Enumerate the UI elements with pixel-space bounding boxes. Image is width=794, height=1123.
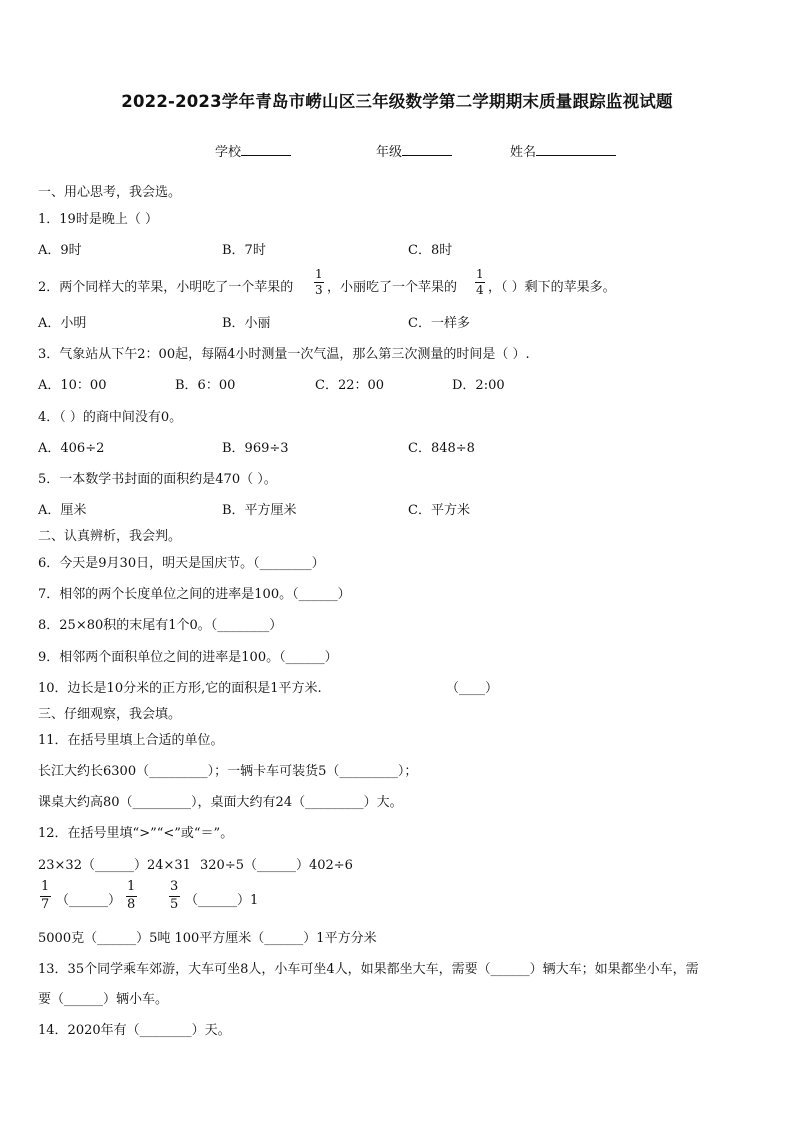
q11-line-1: 长江大约长6300（_________）；一辆卡车可装货5（_________）； <box>38 764 418 779</box>
q12-fraction-2-denominator: 8 <box>127 897 136 912</box>
question-2-part-2: ，小丽吃了一个苹果的 <box>327 280 458 295</box>
name-label: 姓名 <box>510 145 537 160</box>
q5-option-a[interactable]: A．厘米 <box>38 503 87 518</box>
q2-fraction-1 <box>313 268 325 296</box>
q2-fraction-2-numerator: 1 <box>476 267 484 281</box>
q12-compare-4: （______）1 <box>185 893 259 908</box>
q12-compare-1: 23×32（______）24×31 <box>38 858 191 873</box>
q12-fraction-1-denominator: 7 <box>41 897 50 912</box>
question-13-line-2: 要（______）辆小车。 <box>38 992 169 1007</box>
q2-fraction-1-numerator: 1 <box>315 267 323 281</box>
q12-fraction-1 <box>39 880 51 912</box>
q3-option-b[interactable]: B．6：00 <box>175 378 236 393</box>
question-5: 5．一本数学书封面的面积约是470（ ）。 <box>38 472 277 487</box>
q4-option-c[interactable]: C．848÷8 <box>408 441 475 456</box>
question-2-part-1: 2．两个同样大的苹果，小明吃了一个苹果的 <box>38 280 294 295</box>
question-7: 7．相邻的两个长度单位之间的进率是100。（______） <box>38 587 351 602</box>
q10-answer-blank[interactable]: （____） <box>446 681 499 696</box>
page-title: 2022-2023学年青岛市崂山区三年级数学第二学期期末质量跟踪监视试题 <box>121 92 673 111</box>
q12-line-3: 5000克（______）5吨 100平方厘米（______）1平方分米 <box>38 931 377 946</box>
q2-fraction-1-denominator: 3 <box>315 283 323 297</box>
school-blank[interactable] <box>241 142 291 156</box>
q4-option-a[interactable]: A．406÷2 <box>38 441 105 456</box>
q11-line-2: 课桌大约高80（_________），桌面大约有24（_________）大。 <box>38 795 403 810</box>
question-11: 11．在括号里填上合适的单位。 <box>38 733 224 748</box>
q12-fraction-2-numerator: 1 <box>127 879 136 894</box>
q4-option-b[interactable]: B．969÷3 <box>222 441 289 456</box>
school-field <box>215 141 291 160</box>
grade-label: 年级 <box>376 145 403 160</box>
q12-fraction-1-numerator: 1 <box>41 879 50 894</box>
q1-option-c[interactable]: C．8时 <box>408 243 453 258</box>
q12-compare-3-blank[interactable]: （______） <box>56 893 122 908</box>
question-12: 12．在括号里填“>”“<”或“＝”。 <box>38 826 234 841</box>
name-blank[interactable] <box>536 142 616 156</box>
question-14: 14．2020年有（________）天。 <box>38 1023 231 1038</box>
q1-option-a[interactable]: A．9时 <box>38 243 82 258</box>
q2-option-b[interactable]: B．小丽 <box>222 316 271 331</box>
q12-compare-2: 320÷5（______）402÷6 <box>200 858 353 873</box>
q12-fraction-3-numerator: 3 <box>170 879 179 894</box>
school-label: 学校 <box>215 145 242 160</box>
question-1: 1．19时是晚上（ ） <box>38 212 158 227</box>
q12-fraction-3-denominator: 5 <box>170 897 179 912</box>
q12-fraction-3 <box>168 880 180 912</box>
question-6: 6．今天是9月30日，明天是国庆节。（________） <box>38 556 325 571</box>
section-3-heading: 三、仔细观察，我会填。 <box>38 707 182 722</box>
q3-option-d[interactable]: D．2:00 <box>452 378 505 393</box>
grade-field <box>376 141 452 160</box>
question-9: 9．相邻两个面积单位之间的进率是100。（______） <box>38 650 338 665</box>
q2-fraction-2 <box>474 268 486 296</box>
question-2-part-3: ，（ ）剩下的苹果多。 <box>488 280 616 295</box>
question-10: 10．边长是10分米的正方形,它的面积是1平方米. <box>38 681 322 696</box>
q5-option-c[interactable]: C．平方米 <box>408 503 470 518</box>
section-2-heading: 二、认真辨析，我会判。 <box>38 529 182 544</box>
q5-option-b[interactable]: B．平方厘米 <box>222 503 297 518</box>
grade-blank[interactable] <box>402 142 452 156</box>
q2-option-c[interactable]: C．一样多 <box>408 316 470 331</box>
q12-fraction-2 <box>125 880 137 912</box>
q3-option-a[interactable]: A．10：00 <box>38 378 107 393</box>
q2-fraction-2-denominator: 4 <box>476 283 484 297</box>
q2-option-a[interactable]: A．小明 <box>38 316 87 331</box>
q3-option-c[interactable]: C．22：00 <box>315 378 385 393</box>
question-13-line-1: 13．35个同学乘车郊游，大车可坐8人，小车可坐4人，如果都坐大车，需要（______）辆大车；如果都坐小车，需 <box>38 962 699 977</box>
name-field <box>510 141 616 160</box>
question-4: 4．（ ）的商中间没有0。 <box>38 410 183 425</box>
question-3: 3．气象站从下午2：00起，每隔4小时测量一次气温，那么第三次测量的时间是（ ）. <box>38 347 530 362</box>
q1-option-b[interactable]: B．7时 <box>222 243 266 258</box>
question-8: 8．25×80积的末尾有1个0。（________） <box>38 618 283 633</box>
section-1-heading: 一、用心思考，我会选。 <box>38 185 182 200</box>
